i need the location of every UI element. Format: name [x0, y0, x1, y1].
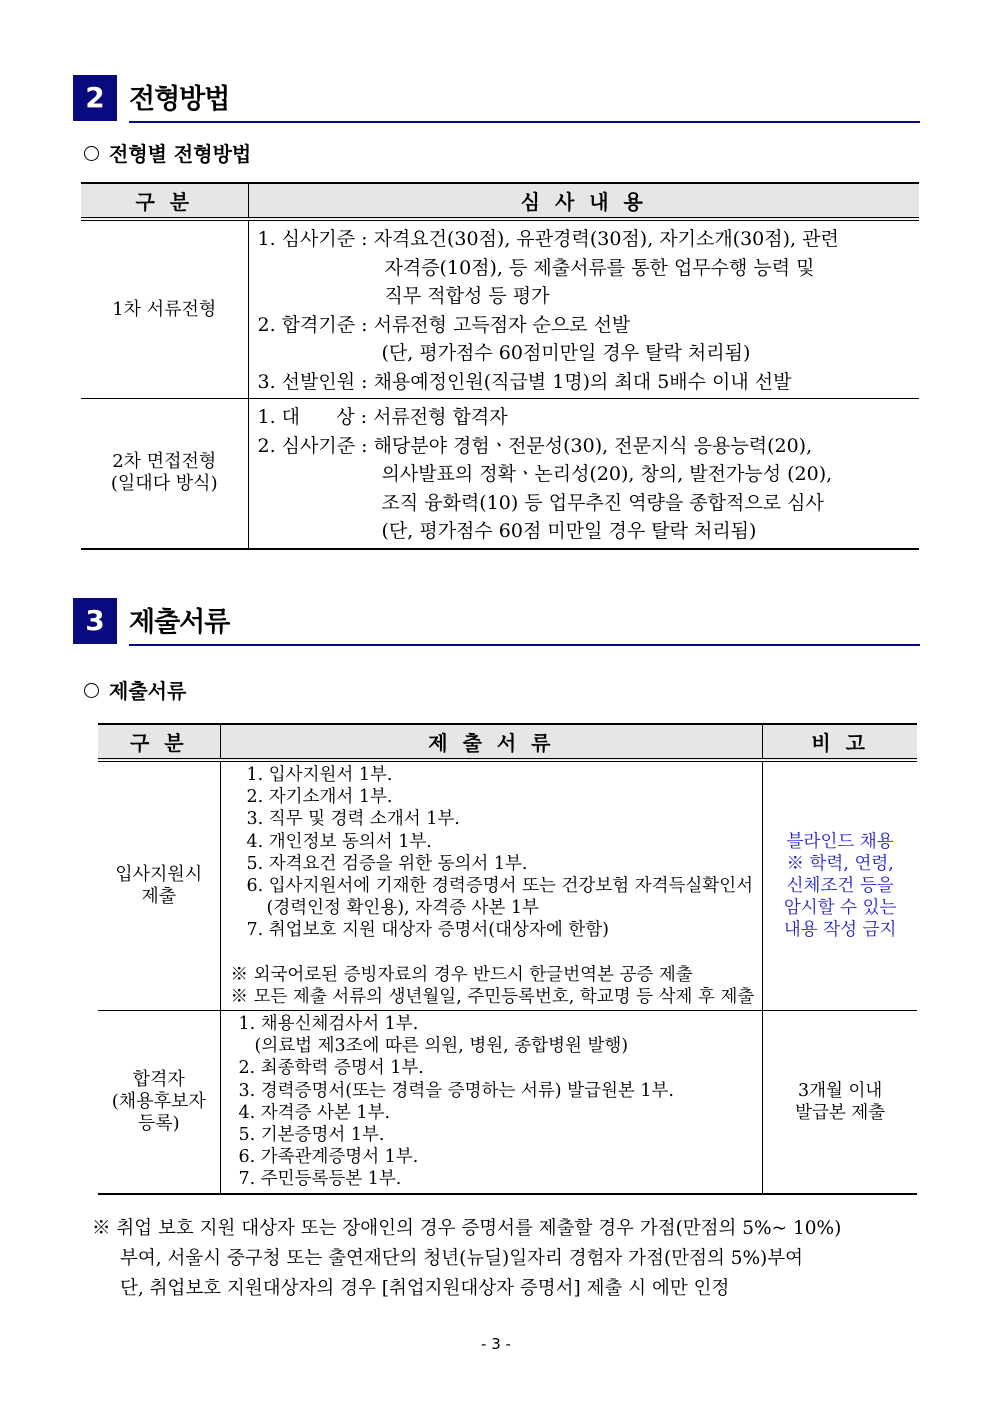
content-line: (단, 평가점수 60점 미만일 경우 탈락 처리됨)	[381, 520, 757, 542]
content-line: 5. 기본증명서 1부.	[238, 1125, 385, 1146]
remark-line: 발급본 제출	[795, 1102, 886, 1123]
section-underline	[129, 644, 920, 646]
section-underline	[129, 121, 920, 123]
header-review-content: 심 사 내 용	[248, 183, 919, 219]
content-line: 3. 경력증명서(또는 경력을 증명하는 서류) 발급원본 1부.	[238, 1080, 674, 1101]
header-category: 구 분	[98, 724, 220, 760]
content-line: (경력인정 확인용), 자격증 사본 1부	[266, 898, 539, 919]
content-line: 6. 가족관계증명서 1부.	[238, 1147, 419, 1168]
section-2-heading	[73, 75, 920, 121]
row-category	[98, 760, 220, 1011]
remark-line: 내용 작성 금지	[783, 920, 897, 941]
row-category	[98, 1011, 220, 1194]
subheading-text: 전형별 전형방법	[109, 142, 252, 166]
bonus-points-note	[92, 1214, 841, 1304]
note-line: 단, 취업보호 지원대상자의 경우 [취업지원대상자 증명서] 제출 시 에만 인정	[120, 1278, 730, 1299]
table-row	[81, 219, 919, 399]
section-title: 제출서류	[129, 607, 230, 638]
content-line: 2. 자기소개서 1부.	[246, 787, 393, 808]
category-line: (채용후보자	[111, 1090, 206, 1112]
selection-method-table	[81, 182, 919, 550]
spacer	[231, 942, 755, 964]
circle-bullet-icon	[84, 683, 99, 698]
section-number-badge: 2	[73, 75, 117, 121]
circle-bullet-icon	[84, 146, 99, 161]
content-line: 3. 직무 및 경력 소개서 1부.	[246, 809, 460, 830]
content-line: 5. 자격요건 검증을 위한 동의서 1부.	[246, 853, 528, 874]
content-line: 6. 입사지원서에 기재한 경력증명서 또는 건강보험 자격득실확인서	[246, 876, 754, 897]
remark-line: 암시할 수 있는	[783, 898, 897, 919]
subheading-documents	[84, 675, 186, 704]
header-category: 구 분	[81, 183, 248, 219]
remark-line: ※ 학력, 연령,	[786, 854, 894, 875]
documents-table	[98, 723, 917, 1195]
remark-line: 3개월 이내	[797, 1080, 883, 1101]
content-line: ※ 외국어로된 증빙자료의 경우 반드시 한글번역본 공증 제출	[230, 964, 693, 985]
subheading-selection-method	[84, 138, 251, 167]
row-content	[248, 399, 919, 549]
note-line: 부여, 서울시 중구청 또는 출연재단의 청년(뉴딜)일자리 경험자 가점(만점의 5%)부여	[120, 1248, 804, 1269]
row-content	[220, 760, 763, 1011]
page-number: - 3 -	[481, 1335, 511, 1353]
content-line: 1. 심사기준 : 자격요건(30점), 유관경력(30점), 자기소개(30점), 관련	[257, 228, 839, 250]
content-line: 4. 개인정보 동의서 1부.	[246, 831, 432, 852]
content-line: 1. 대 상 : 서류전형 합격자	[257, 406, 508, 428]
row-category	[81, 399, 248, 549]
content-line: 의사발표의 정확ㆍ논리성(20), 창의, 발전가능성 (20),	[381, 463, 833, 485]
remark-line: 블라인드 채용	[786, 832, 894, 853]
table-row	[81, 399, 919, 549]
header-documents: 제 출 서 류	[220, 724, 763, 760]
content-line: (단, 평가점수 60점미만일 경우 탈락 처리됨)	[381, 342, 751, 364]
section-title: 전형방법	[129, 84, 230, 115]
content-line: 7. 주민등록등본 1부.	[238, 1169, 402, 1190]
section-number-badge: 3	[73, 598, 117, 644]
category-line: 2차 면접전형	[112, 451, 217, 473]
content-line: 2. 심사기준 : 해당분야 경험ㆍ전문성(30), 전문지식 응용능력(20),	[257, 434, 813, 457]
category-line: 입사지원시	[115, 864, 203, 886]
content-line: (의료법 제3조에 따른 의원, 병원, 종합병원 발행)	[254, 1036, 629, 1057]
subheading-text: 제출서류	[109, 679, 187, 703]
content-line: 자격증(10점), 등 제출서류를 통한 업무수행 능력 및	[384, 256, 815, 279]
remark-line: 신체조건 등을	[786, 876, 894, 897]
row-content	[248, 219, 919, 399]
category-line: 제출	[141, 886, 177, 908]
table-row	[98, 1011, 917, 1194]
header-remarks: 비 고	[763, 724, 917, 760]
row-remark-blind-hiring	[763, 760, 917, 1011]
content-line: 2. 합격기준 : 서류전형 고득점자 순으로 선발	[257, 313, 631, 336]
category-line: (일대다 방식)	[110, 473, 218, 495]
content-line: 1. 입사지원서 1부.	[246, 765, 393, 785]
content-line: 4. 자격증 사본 1부.	[238, 1102, 391, 1123]
row-content	[220, 1011, 763, 1194]
row-remark	[763, 1011, 917, 1194]
category-line: 합격자	[132, 1068, 185, 1090]
content-line: 직무 적합성 등 평가	[384, 285, 550, 307]
content-line: 3. 선발인원 : 채용예정인원(직급별 1명)의 최대 5배수 이내 선발	[257, 370, 792, 393]
section-3-heading	[73, 598, 920, 644]
row-category: 1차 서류전형	[81, 219, 248, 399]
content-line: 2. 최종학력 증명서 1부.	[238, 1058, 424, 1079]
content-line: 7. 취업보호 지원 대상자 증명서(대상자에 한함)	[246, 920, 609, 941]
content-line: 1. 채용신체검사서 1부.	[238, 1014, 419, 1035]
category-line: 등록)	[137, 1112, 180, 1134]
note-line: ※ 취업 보호 지원 대상자 또는 장애인의 경우 증명서를 제출할 경우 가점(만점의 5%~ 10%)	[92, 1218, 842, 1239]
content-line: 조직 융화력(10) 등 업무추진 역량을 종합적으로 심사	[381, 491, 824, 514]
table-row	[98, 760, 917, 1011]
content-line: ※ 모든 제출 서류의 생년월일, 주민등록번호, 학교명 등 삭제 후 제출	[230, 986, 755, 1007]
